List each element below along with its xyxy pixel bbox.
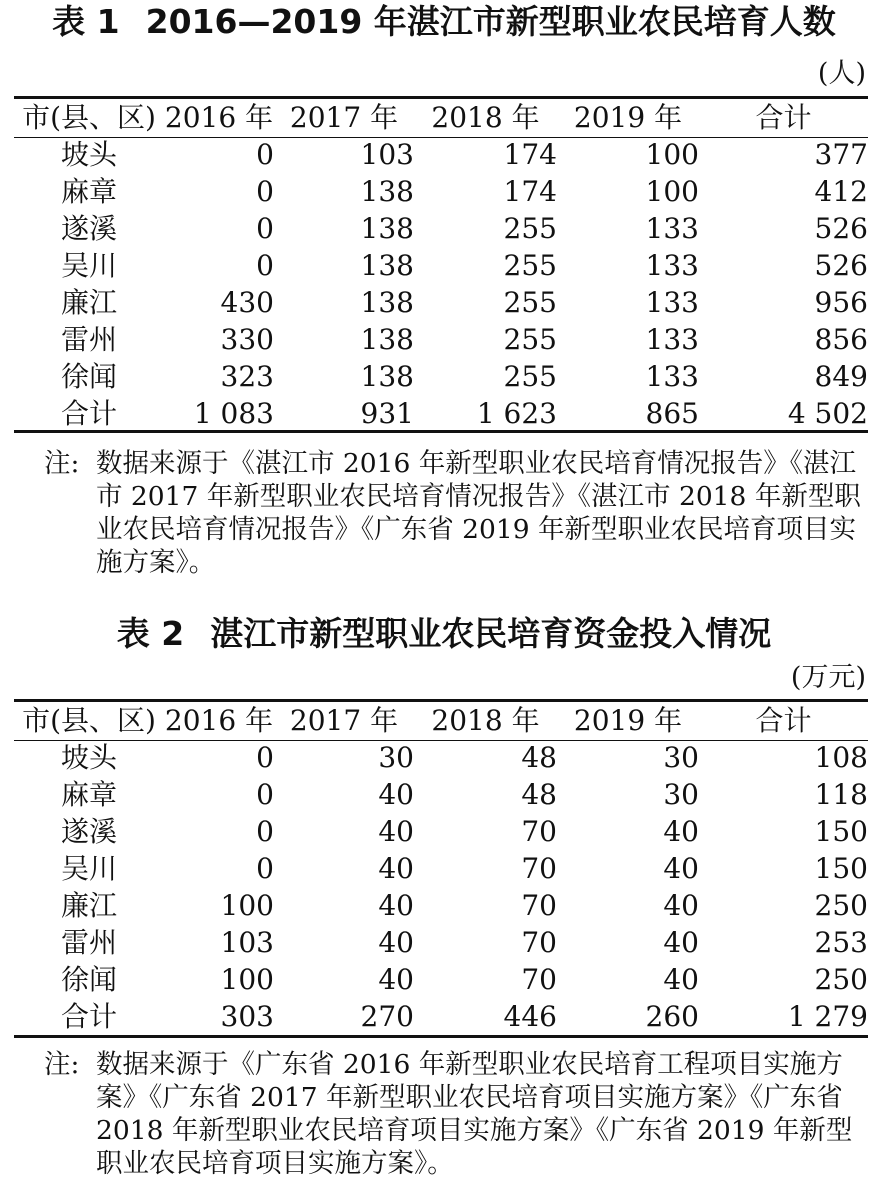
table1-note-text: 数据来源于《湛江市 2016 年新型职业农民培育情况报告》《湛江市 2017 年新型职业农民培育情况报告》《湛江市 2018 年新型职业农民培育情况报告》《广东省 2019 年新型职业农民培育项目实施方案》。 <box>96 448 861 578</box>
table1-cell-y2016: 0 <box>256 175 274 208</box>
table2-cell-y2016: 303 <box>220 1000 274 1033</box>
table1-cell-y2018: 255 <box>503 323 557 356</box>
table2-cell-y2016: 0 <box>256 852 274 885</box>
table1-cell-y2016: 323 <box>220 360 274 393</box>
table2-cell-region: 徐闻 <box>60 963 117 996</box>
table2-row <box>14 961 868 998</box>
table1-row <box>14 358 868 395</box>
table1-cell-region: 坡头 <box>60 138 117 171</box>
table1-cell-region: 廉江 <box>60 286 117 319</box>
table1-cell-region: 遂溪 <box>60 212 117 245</box>
table2-cell-y2016: 0 <box>256 741 274 774</box>
table2-cell-y2016: 0 <box>256 815 274 848</box>
table1-cell-y2018: 174 <box>503 175 557 208</box>
table1-header-2019: 2019 年 <box>573 101 683 134</box>
table2-cell-y2016: 100 <box>220 963 274 996</box>
table2-cell-region: 麻章 <box>60 778 117 811</box>
table2-cell-y2019: 40 <box>663 852 699 885</box>
table2-row <box>14 998 868 1035</box>
table2-row <box>14 924 868 961</box>
table1-header-row <box>14 99 868 136</box>
table1-cell-y2017: 138 <box>360 212 414 245</box>
table1-cell-total: 856 <box>814 323 868 356</box>
table2-cell-y2017: 40 <box>378 926 414 959</box>
table2-note-text: 数据来源于《广东省 2016 年新型职业农民培育工程项目实施方案》《广东省 2017 年新型职业农民培育项目实施方案》《广东省 2018 年新型职业农民培育项目实施方案》《广东省 2019 年新型职业农民培育项目实施方案》。 <box>96 1049 853 1179</box>
table1-row <box>14 247 868 284</box>
table1-cell-y2018: 255 <box>503 212 557 245</box>
table2-cell-region: 坡头 <box>60 741 117 774</box>
table1-cell-y2016: 330 <box>220 323 274 356</box>
table1-cell-total: 526 <box>814 212 868 245</box>
table1-row <box>14 173 868 210</box>
table2-cell-total: 250 <box>814 963 868 996</box>
table1-cell-y2018: 255 <box>503 360 557 393</box>
table1-row <box>14 284 868 321</box>
table1-cell-y2016: 1 083 <box>193 397 274 430</box>
table2-cell-y2019: 30 <box>663 778 699 811</box>
table1-cell-total: 956 <box>814 286 868 319</box>
table1-cell-y2016: 0 <box>256 138 274 171</box>
table1-cell-total: 526 <box>814 249 868 282</box>
table2-cell-y2018: 70 <box>521 815 557 848</box>
table2-title: 湛江市新型职业农民培育资金投入情况 <box>210 614 772 653</box>
table1-note-label: 注: <box>44 448 80 479</box>
table1-cell-y2019: 865 <box>645 397 699 430</box>
table2-cell-region: 合计 <box>60 1000 117 1033</box>
table1-cell-region: 雷州 <box>60 323 117 356</box>
table2-cell-y2019: 260 <box>645 1000 699 1033</box>
table1-row <box>14 210 868 247</box>
table1-cell-total: 4 502 <box>787 397 868 430</box>
table2-cell-total: 150 <box>814 815 868 848</box>
table1-cell-total: 377 <box>814 138 868 171</box>
table2-cell-y2018: 48 <box>521 778 557 811</box>
table1-cell-y2019: 133 <box>645 286 699 319</box>
table2-cell-total: 250 <box>814 889 868 922</box>
table2-cell-y2016: 100 <box>220 889 274 922</box>
table1-cell-y2016: 0 <box>256 249 274 282</box>
table2-cell-region: 雷州 <box>60 926 117 959</box>
table2-cell-total: 253 <box>814 926 868 959</box>
table1-caption <box>0 2 888 42</box>
table1-cell-y2019: 133 <box>645 360 699 393</box>
table2-cell-y2019: 40 <box>663 815 699 848</box>
table1-row <box>14 395 868 432</box>
table2-header-rule <box>14 740 868 741</box>
table1-cell-y2017: 138 <box>360 175 414 208</box>
table1-cell-y2019: 133 <box>645 212 699 245</box>
table2-header-2017: 2017 年 <box>289 704 399 737</box>
table2 <box>14 702 868 1035</box>
table2-row <box>14 887 868 924</box>
table2-bottom-rule <box>14 1035 868 1038</box>
table1-cell-region: 吴川 <box>60 249 117 282</box>
table2-cell-y2019: 40 <box>663 963 699 996</box>
table1-header-2017: 2017 年 <box>289 101 399 134</box>
table2-header-region: 市(县、区) <box>22 704 156 737</box>
table1-cell-y2018: 255 <box>503 286 557 319</box>
table2-note <box>44 1048 870 1180</box>
table1-cell-y2018: 1 623 <box>476 397 557 430</box>
table1-cell-y2019: 133 <box>645 323 699 356</box>
table2-cell-y2018: 70 <box>521 963 557 996</box>
table2-cell-y2018: 446 <box>503 1000 557 1033</box>
table2-header-2019: 2019 年 <box>573 704 683 737</box>
table1-row <box>14 321 868 358</box>
table1-cell-y2016: 0 <box>256 212 274 245</box>
table1-cell-total: 412 <box>814 175 868 208</box>
table1-cell-y2017: 138 <box>360 323 414 356</box>
table2-cell-y2018: 70 <box>521 926 557 959</box>
table2-cell-y2017: 40 <box>378 889 414 922</box>
table1-unit: (人) <box>817 58 866 89</box>
table1 <box>14 99 868 432</box>
table1-cell-y2017: 103 <box>360 138 414 171</box>
table1-cell-y2018: 255 <box>503 249 557 282</box>
table2-number: 表 2 <box>116 614 185 653</box>
table1-number: 表 1 <box>52 2 120 41</box>
table2-header-2018: 2018 年 <box>431 704 540 737</box>
table2-unit: (万元) <box>790 662 866 693</box>
table2-row <box>14 813 868 850</box>
table1-title: 2016—2019 年湛江市新型职业农民培育人数 <box>145 2 836 41</box>
table2-cell-y2017: 30 <box>378 741 414 774</box>
table2-body <box>14 739 868 1035</box>
table2-note-label: 注: <box>44 1049 80 1080</box>
table2-row <box>14 776 868 813</box>
table1-cell-y2017: 138 <box>360 286 414 319</box>
table1-cell-y2017: 931 <box>360 397 414 430</box>
table1-header-region: 市(县、区) <box>22 101 156 134</box>
table1-cell-y2019: 100 <box>645 175 699 208</box>
table1-header-total: 合计 <box>755 101 812 134</box>
table2-cell-total: 108 <box>814 741 868 774</box>
table2-cell-total: 150 <box>814 852 868 885</box>
table1-row <box>14 136 868 173</box>
table2-cell-y2019: 40 <box>663 926 699 959</box>
table1-note <box>44 447 870 579</box>
table2-caption <box>0 614 888 654</box>
table2-cell-total: 118 <box>814 778 868 811</box>
table2-row <box>14 850 868 887</box>
table1-header-2018: 2018 年 <box>431 101 540 134</box>
table1-cell-region: 麻章 <box>60 175 117 208</box>
table2-cell-y2017: 270 <box>360 1000 414 1033</box>
table1-body <box>14 136 868 432</box>
table2-cell-total: 1 279 <box>787 1000 868 1033</box>
table1-cell-y2019: 100 <box>645 138 699 171</box>
table1-cell-region: 徐闻 <box>60 360 117 393</box>
table2-cell-y2016: 0 <box>256 778 274 811</box>
table2-cell-region: 遂溪 <box>60 815 117 848</box>
table1-cell-region: 合计 <box>60 397 117 430</box>
table2-cell-y2017: 40 <box>378 778 414 811</box>
table1-bottom-rule <box>14 430 868 433</box>
table2-cell-region: 吴川 <box>60 852 117 885</box>
table2-cell-region: 廉江 <box>60 889 117 922</box>
table2-header-total: 合计 <box>755 704 812 737</box>
table1-cell-y2017: 138 <box>360 360 414 393</box>
table2-row <box>14 739 868 776</box>
table1-cell-y2017: 138 <box>360 249 414 282</box>
table1-cell-total: 849 <box>814 360 868 393</box>
table1-header-2016: 2016 年 <box>164 101 274 134</box>
table1-header-rule <box>14 137 868 138</box>
table1-cell-y2016: 430 <box>220 286 274 319</box>
table2-cell-y2019: 40 <box>663 889 699 922</box>
table2-cell-y2019: 30 <box>663 741 699 774</box>
table2-cell-y2018: 70 <box>521 889 557 922</box>
table2-cell-y2016: 103 <box>220 926 274 959</box>
table2-cell-y2017: 40 <box>378 963 414 996</box>
table1-cell-y2019: 133 <box>645 249 699 282</box>
table2-cell-y2017: 40 <box>378 852 414 885</box>
table2-cell-y2018: 48 <box>521 741 557 774</box>
table2-cell-y2018: 70 <box>521 852 557 885</box>
table2-header-2016: 2016 年 <box>164 704 274 737</box>
table1-cell-y2018: 174 <box>503 138 557 171</box>
table2-cell-y2017: 40 <box>378 815 414 848</box>
table2-header-row <box>14 702 868 739</box>
